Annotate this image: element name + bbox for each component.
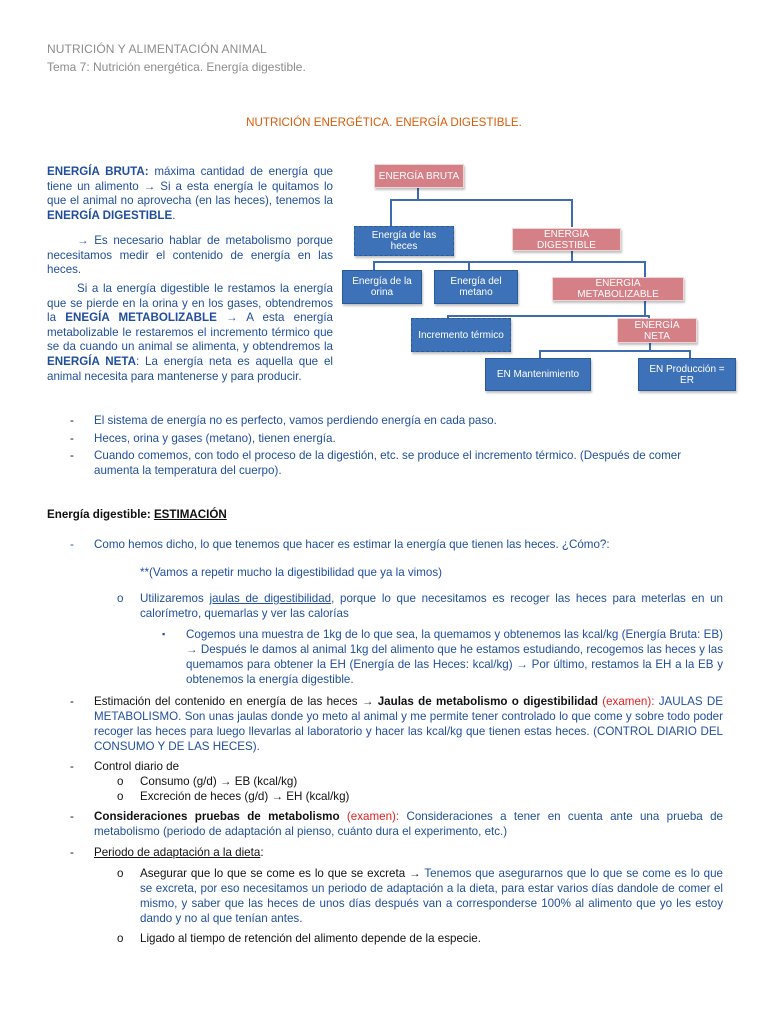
list-marker: -: [70, 432, 74, 445]
list-item: Heces, orina y gases (metano), tienen energía.: [94, 432, 336, 445]
term-energia-digestible: ENERGÍA DIGESTIBLE: [47, 208, 173, 222]
term-energia-neta: ENERGÍA NETA: [47, 354, 136, 368]
list-marker: o: [117, 592, 124, 605]
list-item: Consumo (g/d) → EB (kcal/kg): [140, 775, 298, 788]
node-energia-orina: Energía de la orina: [342, 270, 422, 304]
list-item: Cuando comemos, con todo el proceso de la digestión, etc. se produce el incremento térmico. (Después de comer aumenta la temperatura del cuerpo).: [94, 449, 682, 477]
node-energia-metano: Energía del metano: [434, 270, 518, 304]
intro-paragraph-2: → Es necesario hablar de metabolismo porque necesitamos medir el contenido de energía en las heces.: [47, 234, 333, 277]
list-item: Consideraciones pruebas de metabolismo (examen): Consideraciones a tener en cuenta ante una prueba de metabolismo (periodo de adaptación al pienso, cuánto dura el experimento, etc.): [94, 810, 723, 838]
list-item: El sistema de energía no es perfecto, vamos perdiendo energía en cada paso.: [94, 414, 497, 427]
topic-header: Tema 7: Nutrición energética. Energía digestible.: [47, 60, 306, 74]
list-item: Cogemos una muestra de 1kg de lo que sea, la quemamos y obtenemos las kcal/kg (Energía Bruta: EB) → Después le damos al animal 1kg del alimento que he estamos estudiando, recogemos las heces y las quemamos para obtener la EH (Energía de las Heces: kcal/kg) → Por último, restamos la EH a la EB y obtenemos la energía digestible.: [186, 628, 723, 686]
list-marker: o: [117, 932, 124, 945]
list-item: Como hemos dicho, lo que tenemos que hacer es estimar la energía que tienen las heces. ¿Cómo?:: [94, 538, 610, 551]
node-energia-neta: ENERGÍA NETA: [617, 318, 697, 343]
list-item: Excreción de heces (g/d) → EH (kcal/kg): [140, 790, 350, 803]
section-heading: Energía digestible: ESTIMACIÓN: [47, 508, 227, 521]
node-en-mantenimiento: EN Mantenimiento: [485, 358, 591, 391]
list-marker: o: [117, 867, 124, 880]
list-marker: o: [117, 775, 124, 788]
list-item: Ligado al tiempo de retención del alimento depende de la especie.: [140, 932, 481, 945]
node-energia-bruta: ENERGÍA BRUTA: [374, 164, 464, 188]
list-marker: -: [70, 846, 74, 859]
term-energia-metabolizable: ENEGÍA METABOLIZABLE: [65, 311, 217, 325]
list-marker: -: [70, 449, 74, 462]
list-item: Control diario de: [94, 760, 180, 773]
list-marker: o: [117, 790, 124, 803]
list-marker: -: [70, 695, 74, 708]
term-energia-bruta: ENERGÍA BRUTA:: [47, 165, 149, 178]
list-marker: -: [70, 810, 74, 823]
list-item: Periodo de adaptación a la dieta:: [94, 846, 264, 859]
list-marker: -: [70, 538, 74, 551]
node-energia-heces: Energía de las heces: [354, 226, 454, 256]
note-text: **(Vamos a repetir mucho la digestibilidad que ya la vimos): [140, 566, 443, 579]
node-incremento-termico: Incremento térmico: [411, 318, 511, 352]
energy-diagram: [340, 160, 740, 395]
page-title: NUTRICIÓN ENERGÉTICA. ENERGÍA DIGESTIBLE.: [246, 116, 522, 129]
list-marker: -: [70, 760, 74, 773]
list-item: Estimación del contenido en energía de las heces → Jaulas de metabolismo o digestibilidad (examen): JAULAS DE METABOLISMO. Son unas jaulas donde yo meto al animal y me permite tener controlado lo que come y sobre todo poder recoger las heces para luego llevarlas al laboratorio y hacer las kcal/kg que tienen estas heces. (CONTROL DIARIO DEL CONSUMO Y DE LAS HECES).: [94, 695, 723, 753]
list-marker: -: [70, 414, 74, 427]
list-marker: ▪: [162, 629, 166, 639]
intro-paragraph-1: ENERGÍA BRUTA: máxima cantidad de energía que tiene un alimento → Si a esta energía le quitamos lo que el animal no aprovecha (en las heces), tenemos la ENERGÍA DIGESTIBLE.: [47, 165, 333, 222]
node-en-produccion: EN Producción = ER: [638, 358, 736, 391]
node-energia-metabolizable: ENERGÍA METABOLIZABLE: [552, 277, 684, 301]
intro-paragraph-3: Si a la energía digestible le restamos la energía que se pierde en la orina y en los gases, obtendremos la ENEGÍA METABOLIZABLE → A esta energía metabolizable le restaremos el incremento térmico que se da cuando un animal se alimenta, y obtendremos la ENERGÍA NETA: La energía neta es aquella que el animal necesita para mantenerse y para producir.: [47, 282, 334, 383]
list-item: Utilizaremos jaulas de digestibilidad, porque lo que necesitamos es recoger las heces para meterlas en un calorímetro, quemarlas y ver las calorías: [140, 592, 724, 620]
node-energia-digestible: ENERGÍA DIGESTIBLE: [512, 228, 621, 251]
list-item: Asegurar que lo que se come es lo que se excreta → Tenemos que asegurarnos que lo que se come es lo que se excreta, por eso necesitamos un periodo de adaptación a la dieta, para estar varios días dandole de comer el mismo, y saber que las heces de unos días después van a corresponderse 100% al alimento que yo les estoy dando y no al que tenían antes.: [140, 867, 724, 925]
course-header: NUTRICIÓN Y ALIMENTACIÓN ANIMAL: [47, 42, 267, 56]
